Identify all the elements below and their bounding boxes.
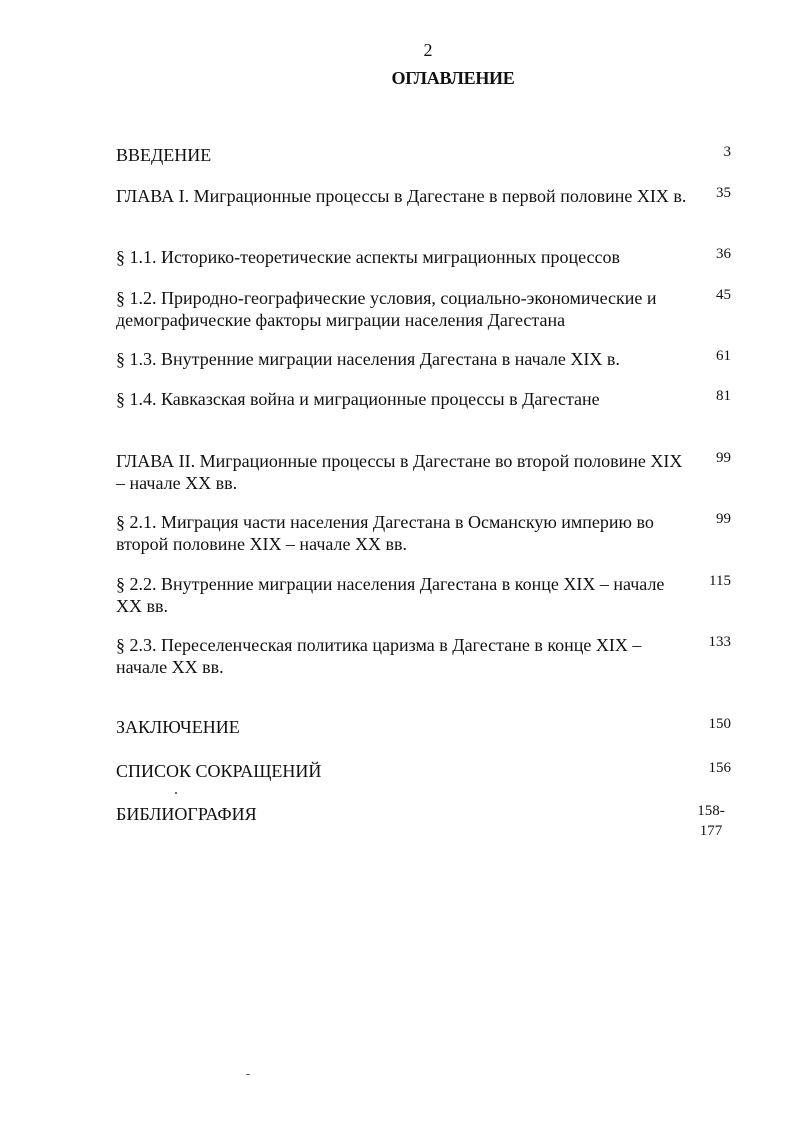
toc-entry-text: § 2.1. Миграция части населения Дагестана в Османскую империю во второй половине XIX – начале XX вв. (116, 512, 654, 554)
toc-entry-page: 81 (716, 388, 731, 404)
toc-entry-text: § 2.3. Переселенческая политика царизма в Дагестане в конце XIX – начале XX вв. (116, 635, 642, 677)
toc-entry-text: БИБЛИОГРАФИЯ (116, 804, 257, 824)
scan-speck (175, 792, 177, 794)
toc-entry-page: 3 (723, 144, 731, 160)
toc-entry-text: § 1.1. Историко-теоретические аспекты миграционных процессов (116, 247, 621, 267)
toc-entry-page: 61 (716, 348, 731, 364)
toc-entry-page: 99 (716, 450, 731, 466)
toc-entry-page: 99 (716, 511, 731, 527)
toc-entry-text: СПИСОК СОКРАЩЕНИЙ (116, 761, 322, 781)
toc-entry-page: 36 (716, 246, 731, 262)
toc-entry-page: 158-177 (697, 803, 725, 839)
toc-entry-page: 35 (716, 185, 731, 201)
toc-entry-page: 45 (716, 287, 731, 303)
toc-entry-page: 156 (708, 760, 731, 776)
page-number: 2 (423, 40, 433, 60)
toc-entry-page: 133 (708, 634, 731, 650)
toc-entry-text: ЗАКЛЮЧЕНИЕ (116, 717, 240, 737)
toc-entry-text: § 1.4. Кавказская война и миграционные процессы в Дагестане (116, 389, 600, 409)
toc-entry-text: ГЛАВА I. Миграционные процессы в Дагестане в первой половине XIX в. (116, 186, 687, 206)
page-title: ОГЛАВЛЕНИЕ (391, 68, 515, 88)
toc-entry-page: 150 (708, 716, 731, 732)
toc-entry-text: ГЛАВА II. Миграционные процессы в Дагестане во второй половине XIX – начале XX вв. (116, 451, 683, 493)
toc-entry-text: § 1.2. Природно-географические условия, социально-экономические и демографические факторы миграции населения Дагестана (116, 288, 657, 330)
scan-speck (246, 1074, 250, 1075)
toc-entry-text: § 2.2. Внутренние миграции населения Дагестана в конце XIX – начале XX вв. (116, 574, 665, 616)
toc-entry-page: 115 (709, 573, 731, 589)
toc-entry-text: ВВЕДЕНИЕ (116, 145, 212, 165)
toc-entry-text: § 1.3. Внутренние миграции населения Дагестана в начале XIX в. (116, 349, 620, 369)
